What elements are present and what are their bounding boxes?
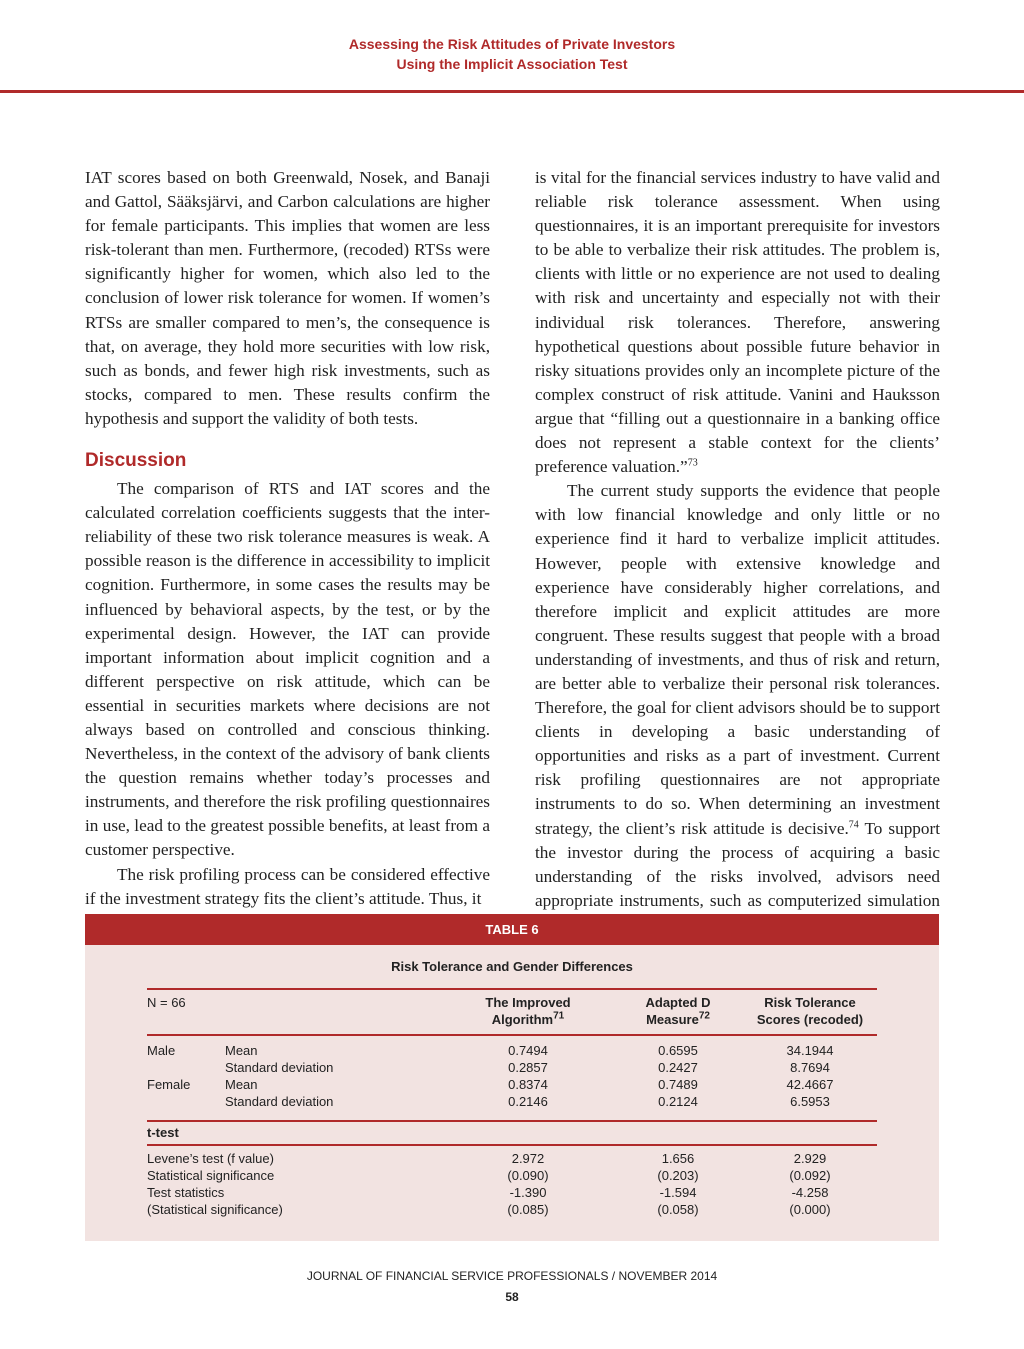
table-rule bbox=[147, 1144, 877, 1146]
table-header-row bbox=[147, 994, 877, 1011]
header-line-2: Using the Implicit Association Test bbox=[396, 56, 628, 72]
journal-footer: JOURNAL OF FINANCIAL SERVICE PROFESSIONALS / NOVEMBER 2014 bbox=[306, 1269, 718, 1283]
table-rule bbox=[147, 1120, 877, 1122]
table-row: Statistical significance (0.090) (0.203) (0.092) bbox=[147, 1168, 831, 1183]
col-header: The Improved bbox=[485, 995, 571, 1010]
table-row: Female Mean 0.8374 0.7489 42.4667 bbox=[147, 1077, 834, 1092]
body-paragraph: IAT scores based on both Greenwald, Nosek, and Banaji and Gattol, Sääksjärvi, and Carbon calculations are higher for female participants. This implies that women are less risk-tolerant than men. Furthermore, (recoded) RTSs were significantly higher for women, which also led to the conclusion of lower risk tolerance for women. If women’s RTSs are smaller compared to men’s, the consequence is that, on average, they hold more securities with low risk, such as bonds, and fewer high risk investments, such as stocks, compared to men. These results confirm the hypothesis and support the validity of both tests. bbox=[85, 168, 490, 428]
n-label: N = 66 bbox=[147, 995, 186, 1010]
table-caption: Risk Tolerance and Gender Differences bbox=[391, 959, 633, 974]
ttest-heading: t-test bbox=[147, 1125, 179, 1140]
left-column bbox=[85, 166, 490, 911]
table-label: TABLE 6 bbox=[85, 914, 939, 945]
right-column bbox=[535, 166, 940, 937]
header-line-1: Assessing the Risk Attitudes of Private Investors bbox=[348, 36, 676, 52]
data-table bbox=[147, 988, 877, 1218]
table-row: Standard deviation 0.2857 0.2427 8.7694 bbox=[225, 1060, 830, 1075]
body-paragraph: The risk profiling process can be considered effective if the investment strategy fits the client’s attitude. Thus, it bbox=[85, 864, 490, 908]
table-rule bbox=[147, 988, 877, 990]
table-row: Levene’s test (f value) 2.972 1.656 2.929 bbox=[147, 1151, 827, 1166]
body-paragraph: The comparison of RTS and IAT scores and the calculated correlation coefficients suggests that the inter-reliability of these two risk tolerance measures is weak. A possible reason is the difference in accessibility to implicit cognition. Furthermore, in some cases the results may be influenced by behavioral aspects, by the test, or by the experimental design. However, the IAT can provide important information about implicit cognition and a different perspective on risk attitude, which can be essential in securities markets where decisions are not always based on controlled and conscious thinking. Nevertheless, in the context of the advisory of bank clients the question remains whether today’s processes and instruments, and therefore the risk profiling questionnaires in use, lead to the greatest possible benefits, at least from a customer perspective. bbox=[85, 479, 490, 860]
body-paragraph bbox=[535, 166, 940, 479]
footnote-ref: 72 bbox=[698, 1010, 710, 1022]
col-header: Scores (recoded) bbox=[756, 1012, 864, 1027]
page-number: 58 bbox=[505, 1290, 519, 1304]
table-row: Standard deviation 0.2146 0.2124 6.5953 bbox=[225, 1094, 830, 1109]
table-row: (Statistical significance) (0.085) (0.058) (0.000) bbox=[147, 1202, 831, 1217]
table-row: Male Mean 0.7494 0.6595 34.1944 bbox=[147, 1043, 834, 1058]
table-6 bbox=[85, 914, 939, 1241]
footnote-ref: 73 bbox=[687, 457, 698, 469]
footnote-ref: 71 bbox=[553, 1010, 565, 1022]
paragraph-text: is vital for the financial services industry to have valid and reliable risk tolerance assessment. When using questionnaires, it is an important prerequisite for investors to be able to verbalize their risk attitudes. The problem is, clients with little or no experience are not used to dealing with risk and uncertainty and especially not with their individual risk tolerances. Therefore, answering hypothetical questions about possible future behavior in risky situations provides only an incomplete picture of the complex construct of risk attitude. Vanini and Hauksson argue that “filling out a questionnaire in a banking office does not represent a stable context for the clients’ preference valuation.” bbox=[535, 168, 940, 477]
section-heading-discussion: Discussion bbox=[85, 450, 187, 472]
body-paragraph bbox=[535, 479, 940, 937]
header-rule bbox=[0, 90, 1024, 93]
running-header bbox=[0, 34, 1024, 74]
table-row: Test statistics -1.390 -1.594 -4.258 bbox=[147, 1185, 829, 1200]
col-header: Adapted D bbox=[645, 995, 711, 1010]
col-header: Measure$^{72}$ bbox=[646, 1010, 710, 1027]
paragraph-text: The current study supports the evidence that people with low financial knowledge and only little or no experience find it hard to verbalize implicit attitudes. However, people with extensive knowledge and experience have considerably higher correlations, and therefore implicit and explicit attitudes are more congruent. These results suggest that people with a broad understanding of investments, and thus of risk and return, are better able to verbalize their personal risk tolerances. Therefore, the goal for client advisors should be to support clients in developing a basic understanding of opportunities and risks as a part of investment. Current risk profiling questionnaires are not appropriate instruments to do so. When determining an investment strategy, the client’s risk attitude is decisive. bbox=[535, 481, 940, 838]
table-header-row bbox=[147, 1011, 877, 1028]
footnote-ref: 74 bbox=[848, 818, 859, 830]
table-rule bbox=[147, 1034, 877, 1036]
col-header: Risk Tolerance bbox=[764, 995, 856, 1010]
col-header: Algorithm$^{71}$ bbox=[491, 1010, 565, 1027]
paragraph-text: To support the investor during the process of acquiring a basic understanding of the risks involved, advisors need appropriate instruments, such as computerized simulation bbox=[535, 818, 940, 910]
